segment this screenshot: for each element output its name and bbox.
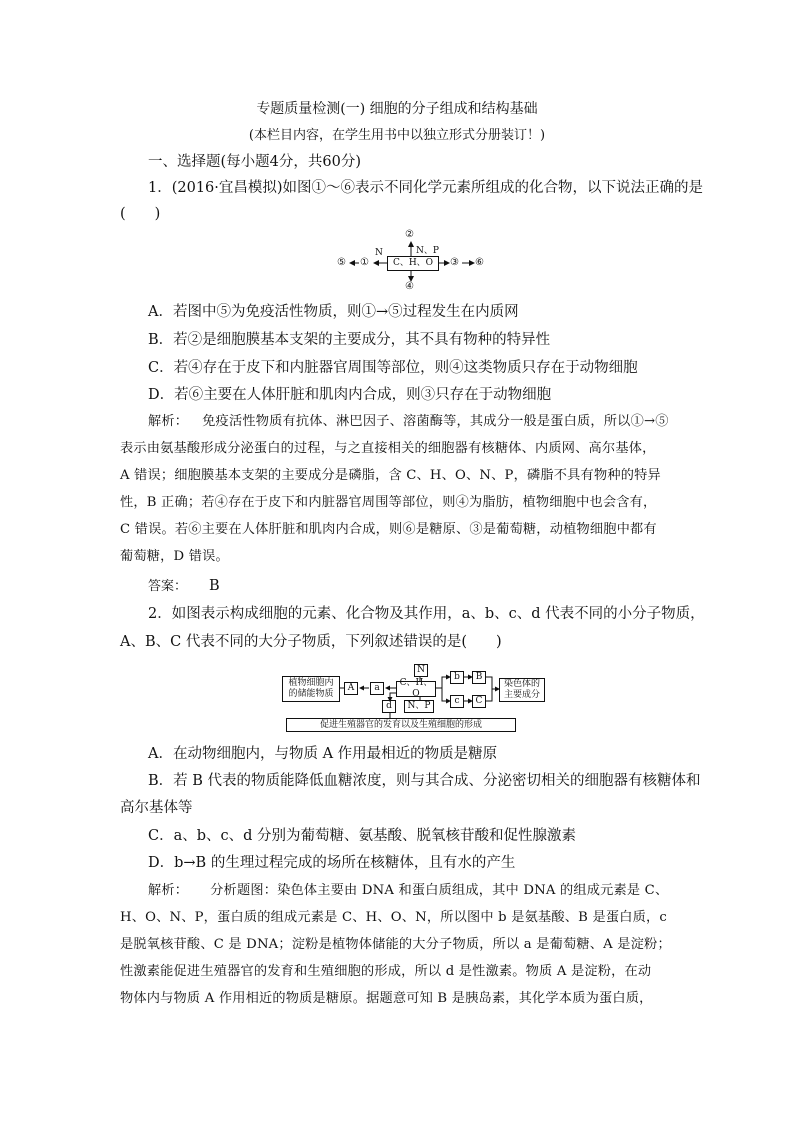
q1-analysis-line-5: C 错误。若⑥主要在人体肝脏和肌肉内合成，则⑥是糖原、③是葡萄糖，动植物细胞中都有: [120, 522, 657, 537]
q2-d-box: d: [382, 700, 396, 713]
q2-NP-box: N、P: [404, 700, 434, 713]
q1-label-np: N、P: [416, 246, 439, 256]
q1-analysis-line-3: A 错误；细胞膜基本支架的主要成分是磷脂，含 C、H、O、N、P，磷脂不具有物种的特异: [120, 468, 661, 483]
q2-option-a: A．在动物细胞内，与物质 A 作用最相近的物质是糖原: [148, 746, 498, 762]
q2-stem-1: 2．如图表示构成细胞的元素、化合物及其作用，a、b、c、d 代表不同的小分子物质，: [148, 606, 705, 622]
q1-label-6: ⑥: [475, 257, 484, 268]
q1-label-1: ①: [360, 257, 369, 268]
q1-stem-paren: ( ): [120, 206, 161, 222]
q1-answer-tag: 答案：: [148, 579, 188, 594]
q1-analysis-tag: 解析：: [148, 414, 189, 429]
q1-label-5: ⑤: [337, 257, 346, 268]
q1-label-3: ③: [450, 257, 459, 268]
q1-analysis-line-6: 葡萄糖，D 错误。: [120, 549, 229, 564]
bracket-bc: [486, 677, 492, 701]
q2-option-b-cont: 高尔基体等: [120, 800, 193, 816]
q1-answer-value: B: [209, 578, 220, 594]
q2-analysis-line-5: 物体内与物质 A 作用相近的物质是糖原。据题意可知 B 是胰岛素，其化学本质为蛋白质，: [120, 991, 653, 1006]
q1-option-c: C．若④存在于皮下和内脏器官周围等部位，则④这类物质只存在于动物细胞: [148, 360, 638, 376]
q2-analysis-tag: 解析：: [148, 883, 189, 898]
q2-bottom-box: 促进生殖器官的发育以及生殖细胞的形成: [286, 718, 516, 732]
q2-analysis-line-3: 是脱氧核苷酸、C 是 DNA；淀粉是植物体储能的大分子物质，所以 a 是葡萄糖、A 是淀粉；: [120, 937, 671, 952]
q2-option-b: B．若 B 代表的物质能降低血糖浓度，则与其合成、分泌密切相关的细胞器有核糖体和: [148, 773, 701, 789]
q2-B-box: B: [472, 671, 486, 684]
binding-note: (本栏目内容，在学生用书中以独立形式分册装订！): [248, 128, 546, 143]
q2-chromo-box: 染色体的主要成分: [499, 678, 545, 702]
q1-option-a: A．若图中⑤为免疫活性物质，则①→⑤过程发生在内质网: [148, 304, 519, 320]
q2-C-box: C: [472, 695, 486, 708]
q2-N-box: N: [414, 664, 428, 677]
q1-center-box: C、H、O: [387, 256, 439, 271]
q1-option-d: D．若⑥主要在人体肝脏和肌肉内合成，则③只存在于动物细胞: [148, 387, 552, 403]
section-heading: 一、选择题(每小题4分，共60分): [148, 154, 361, 170]
q2-a-box: a: [370, 682, 384, 695]
q2-analysis-line-2: H、O、N、P，蛋白质的组成元素是 C、H、O、N，所以图中 b 是氨基酸、B 是蛋白质，c: [120, 910, 667, 925]
q2-plant-box: 植物细胞内的储能物质: [282, 676, 340, 702]
q2-analysis-line-4: 性激素能促进生殖器官的发育和生殖细胞的形成，所以 d 是性激素。物质 A 是淀粉，在动: [120, 964, 652, 979]
q2-option-d: D．b→B 的生理过程完成的场所在核糖体，且有水的产生: [148, 855, 516, 871]
q2-c-box: c: [450, 695, 464, 708]
q2-analysis-text-1: 分析题图：染色体主要由 DNA 和蛋白质组成，其中 DNA 的组成元素是 C、: [210, 883, 669, 898]
q1-label-n: N: [375, 248, 383, 258]
q2-stem-2: A、B、C 代表不同的大分子物质，下列叙述错误的是( ): [120, 634, 502, 650]
arrow-to-c: [442, 688, 450, 701]
q1-label-4: ④: [405, 281, 414, 292]
q2-option-c: C．a、b、c、d 分别为葡萄糖、氨基酸、脱氧核苷酸和促性腺激素: [148, 828, 577, 844]
q1-label-2: ②: [405, 229, 414, 240]
q2-b-box: b: [450, 671, 464, 684]
q2-center-box: C、H、O: [396, 681, 436, 697]
q1-stem: 1．(2016·宜昌模拟)如图①～⑥表示不同化学元素所组成的化合物，以下说法正确的是: [148, 180, 704, 196]
q2-A-box: A: [344, 682, 358, 695]
q1-analysis-line-2: 表示由氨基酸形成分泌蛋白的过程，与之直接相关的细胞器有核糖体、内质网、高尔基体，: [120, 441, 656, 456]
q1-option-b: B．若②是细胞膜基本支架的主要成分，其不具有物种的特异性: [148, 332, 551, 348]
arrow-to-b: [436, 677, 450, 688]
page-title: 专题质量检测(一) 细胞的分子组成和结构基础: [256, 101, 538, 117]
q1-analysis-line-4: 性，B 正确；若④存在于皮下和内脏器官周围等部位，则④为脂肪，植物细胞中也会含有，: [120, 495, 657, 510]
q2-analysis-line-1: [148, 881, 668, 901]
q1-analysis-text-1: 免疫活性物质有抗体、淋巴因子、溶菌酶等，其成分一般是蛋白质，所以①→⑤: [202, 414, 669, 429]
